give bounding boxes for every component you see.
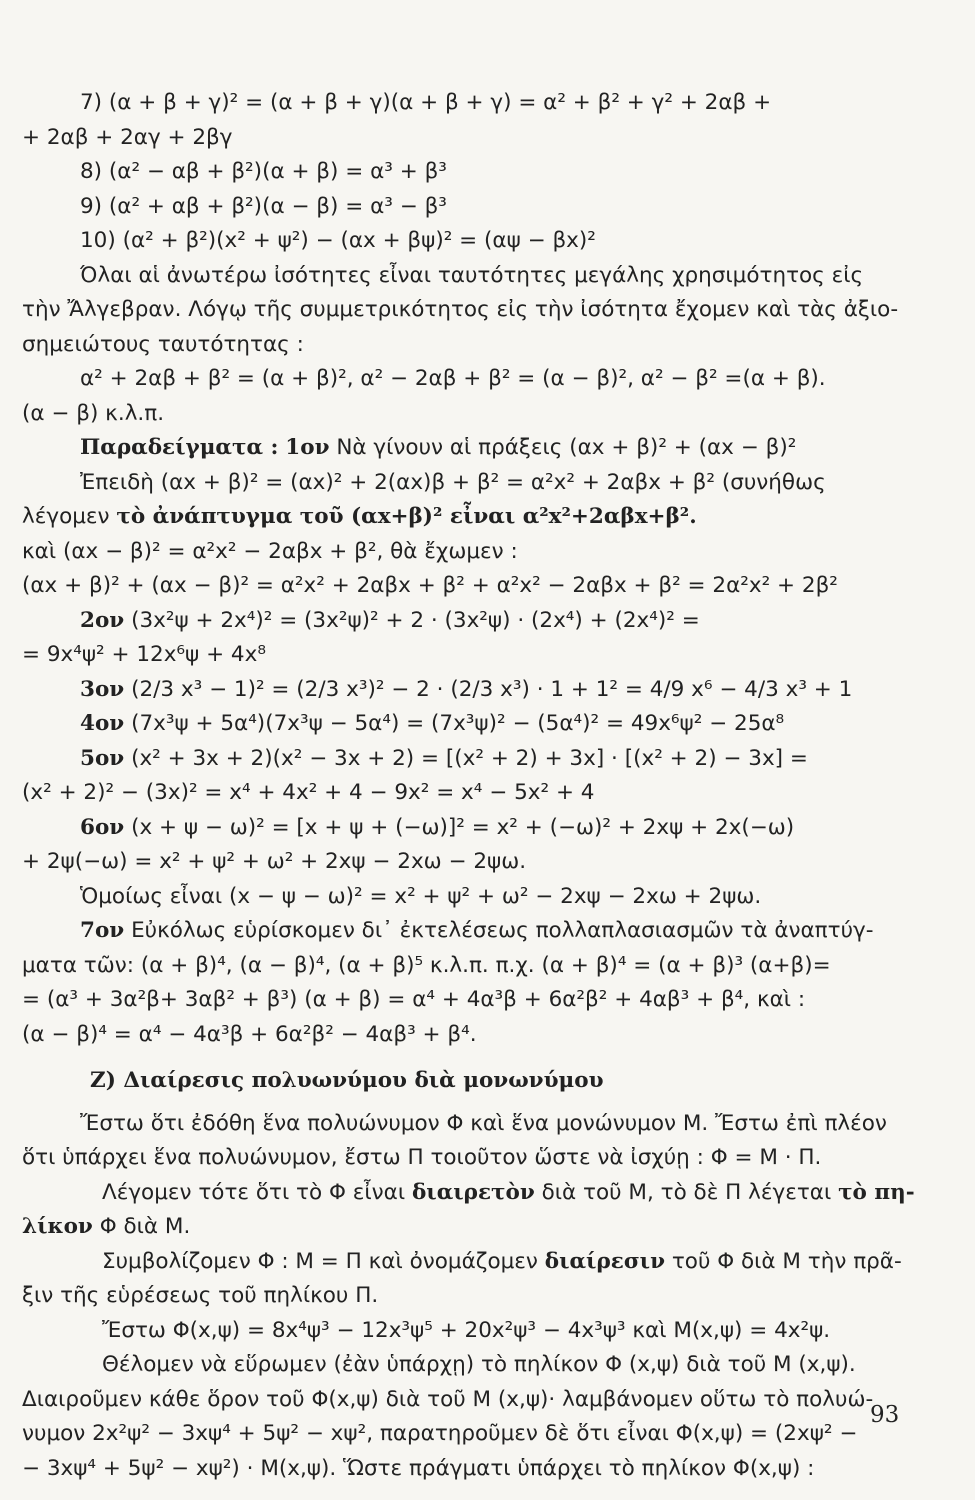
example-2-line1 xyxy=(22,604,902,639)
example-2-line2: = 9x⁴ψ² + 12x⁶ψ + 4x⁸ xyxy=(22,642,266,667)
example-5-label: 5ον xyxy=(80,745,125,771)
example-1-line3-bold: τὸ ἀνάπτυγμα τοῦ (αx+β)² εἶναι α²x²+2αβx+β². xyxy=(116,504,697,529)
example-1-line5: (αx + β)² + (αx − β)² = α²x² + 2αβx + β² + α²x² − 2αβx + β² = 2α²x² + 2β² xyxy=(22,573,838,598)
example-3-text: (2/3 x³ − 1)² = (2/3 x³)² − 2 · (2/3 x³) · 1 + 1² = 4/9 x⁶ − 4/3 x³ + 1 xyxy=(131,676,853,702)
paragraph-identities-line1: Όλαι αἱ ἀνωτέρω ἰσότητες εἶναι ταυτότητες μεγάλης χρησιμότητος εἰς xyxy=(80,262,864,288)
term-divisible: διαιρετὸν xyxy=(411,1179,535,1205)
example-6-line2: + 2ψ(−ω) = x² + ψ² + ω² + 2xψ − 2xω − 2ψω. xyxy=(22,849,527,874)
identity-7-line1: 7) (α + β + γ)² = (α + β + γ)(α + β + γ) = α² + β² + γ² + 2αβ + xyxy=(80,90,772,115)
section-title: Ζ) Διαίρεσις πολυωνύμου διὰ μονωνύμου xyxy=(90,1068,604,1093)
page-text xyxy=(22,86,915,1486)
example-7-line3: = (α³ + 3α²β+ 3αβ² + β³) (α + β) = α⁴ + 4α³β + 6α²β² + 4αβ³ + β⁴, καὶ : xyxy=(22,987,806,1012)
example-5-text: (x² + 3x + 2)(x² − 3x + 2) = [(x² + 2) + 3x] · [(x² + 2) − 3x] = xyxy=(131,745,808,771)
identity-9: 9) (α² + αβ + β²)(α − β) = α³ − β³ xyxy=(80,193,447,219)
term-division: διαίρεσιν xyxy=(544,1248,665,1274)
example-2-label: 2ον xyxy=(80,607,125,633)
example-5-line1 xyxy=(22,742,902,777)
notable-identities-line1: α² + 2αβ + β² = (α + β)², α² − 2αβ + β² = (α − β)², α² − β² =(α + β). xyxy=(80,366,826,391)
definition-line1-c: διὰ τοῦ Μ, τὸ δὲ Π λέγεται xyxy=(541,1179,832,1205)
definition-line1 xyxy=(22,1176,915,1211)
examples-heading: Παραδείγματα : xyxy=(80,435,279,460)
example-3-label: 3ον xyxy=(80,676,125,702)
example-7-line1 xyxy=(22,914,902,949)
example-division-line2: Θέλομεν νὰ εὕρωμεν (ἐὰν ὑπάρχῃ) τὸ πηλίκον Φ (x,ψ) διὰ τοῦ Μ (x,ψ). xyxy=(102,1352,856,1377)
definition-line3-c: τοῦ Φ διὰ Μ τὴν πρᾶ- xyxy=(671,1248,902,1274)
definition-line2-b: Φ διὰ Μ. xyxy=(99,1214,191,1239)
example-4 xyxy=(22,707,902,742)
term-quotient-part2: λίκον xyxy=(22,1214,93,1239)
example-6-line3: Ὁμοίως εἶναι (x − ψ − ω)² = x² + ψ² + ω² − 2xψ − 2xω + 2ψω. xyxy=(80,883,762,909)
example-7-line4: (α − β)⁴ = α⁴ − 4α³β + 6α²β² − 4αβ³ + β⁴. xyxy=(22,1021,477,1047)
example-1-line3 xyxy=(22,500,902,535)
example-division-line5: − 3xψ⁴ + 5ψ² − xψ²) · Μ(x,ψ). Ὥστε πράγματι ὑπάρχει τὸ πηλίκον Φ(x,ψ) : xyxy=(22,1455,815,1481)
identity-7-line2: + 2αβ + 2αγ + 2βγ xyxy=(22,124,233,150)
example-4-text: (7x³ψ + 5α⁴)(7x³ψ − 5α⁴) = (7x³ψ)² − (5α⁴)² = 49x⁶ψ² − 25α⁸ xyxy=(131,711,785,736)
example-6-text: (x + ψ − ω)² = [x + ψ + (−ω)]² = x² + (−ω)² + 2xψ + 2x(−ω) xyxy=(131,814,795,840)
paragraph-identities-line2: τὴν Ἄλγεβραν. Λόγῳ τῆς συμμετρικότητος εἰς τὴν ἰσότητα ἔχομεν καὶ τὰς ἀξιο- xyxy=(22,297,899,322)
example-7-text: Εὐκόλως εὑρίσκομεν δι᾽ ἐκτελέσεως πολλαπλασιασμῶν τὰ ἀναπτύγ- xyxy=(131,918,874,943)
example-division-line4: νυμον 2x²ψ² − 3xψ⁴ + 5ψ² − xψ², παρατηροῦμεν δὲ ὅτι εἶναι Φ(x,ψ) = (2xψ² − xyxy=(22,1421,858,1446)
paragraph-identities-line3: σημειώτους ταυτότητας : xyxy=(22,331,304,357)
example-6-line1 xyxy=(22,811,902,846)
example-4-label: 4ον xyxy=(80,711,125,736)
example-division-line3: Διαιροῦμεν κάθε ὅρον τοῦ Φ(x,ψ) διὰ τοῦ Μ (x,ψ)· λαμβάνομεν οὕτω τὸ πολυώ- xyxy=(22,1386,874,1412)
notable-identities-line2: (α − β) κ.λ.π. xyxy=(22,400,165,426)
example-3 xyxy=(22,673,902,708)
identity-10: 10) (α² + β²)(x² + ψ²) − (αx + βψ)² = (αψ − βx)² xyxy=(80,228,596,253)
example-7-label: 7ον xyxy=(80,918,125,943)
example-6-label: 6ον xyxy=(80,814,125,840)
definition-line3-a: Συμβολίζομεν Φ : Μ = Π καὶ ὀνομάζομεν xyxy=(102,1248,538,1274)
example-7-line2: ματα τῶν: (α + β)⁴, (α − β)⁴, (α + β)⁵ κ.λ.π. π.χ. (α + β)⁴ = (α + β)³ (α+β)= xyxy=(22,952,831,978)
definition-line3 xyxy=(22,1245,902,1280)
division-paragraph-line1: Ἔστω ὅτι ἐδόθη ἕνα πολυώνυμον Φ καὶ ἕνα μονώνυμον Μ. Ἔστω ἐπὶ πλέον xyxy=(80,1110,887,1136)
example-1-line4: καὶ (αx − β)² = α²x² − 2αβx + β², θὰ ἔχωμεν : xyxy=(22,538,518,564)
definition-line4: ξιν τῆς εὑρέσεως τοῦ πηλίκου Π. xyxy=(22,1283,379,1308)
definition-line2 xyxy=(22,1210,902,1245)
term-quotient-part1: τὸ πη- xyxy=(838,1179,915,1205)
example-1-text: Νὰ γίνουν αἱ πράξεις (αx + β)² + (αx − β)² xyxy=(336,435,797,460)
example-1-line3-text: λέγομεν xyxy=(22,504,110,529)
example-2-text: (3x²ψ + 2x⁴)² = (3x²ψ)² + 2 · (3x²ψ) · (2x⁴) + (2x⁴)² = xyxy=(131,607,700,633)
example-1-line2: Ἐπειδὴ (αx + β)² = (αx)² + 2(αx)β + β² = α²x² + 2αβx + β² (συνήθως xyxy=(80,469,826,495)
example-1-line1 xyxy=(22,431,902,466)
definition-line1-a: Λέγομεν τότε ὅτι τὸ Φ εἶναι xyxy=(102,1179,406,1205)
example-1-label: 1ον xyxy=(285,435,330,460)
example-division-line1: Ἔστω Φ(x,ψ) = 8x⁴ψ³ − 12x³ψ⁵ + 20x²ψ³ − 4x³ψ³ καὶ Μ(x,ψ) = 4x²ψ. xyxy=(102,1317,831,1343)
identity-8: 8) (α² − αβ + β²)(α + β) = α³ + β³ xyxy=(80,159,447,184)
example-5-line2: (x² + 2)² − (3x)² = x⁴ + 4x² + 4 − 9x² = x⁴ − 5x² + 4 xyxy=(22,780,595,805)
page-number: 93 xyxy=(870,1402,900,1428)
division-paragraph-line2: ὅτι ὑπάρχει ἕνα πολυώνυμον, ἔστω Π τοιοῦτον ὥστε νὰ ἰσχύῃ : Φ = Μ · Π. xyxy=(22,1145,822,1170)
